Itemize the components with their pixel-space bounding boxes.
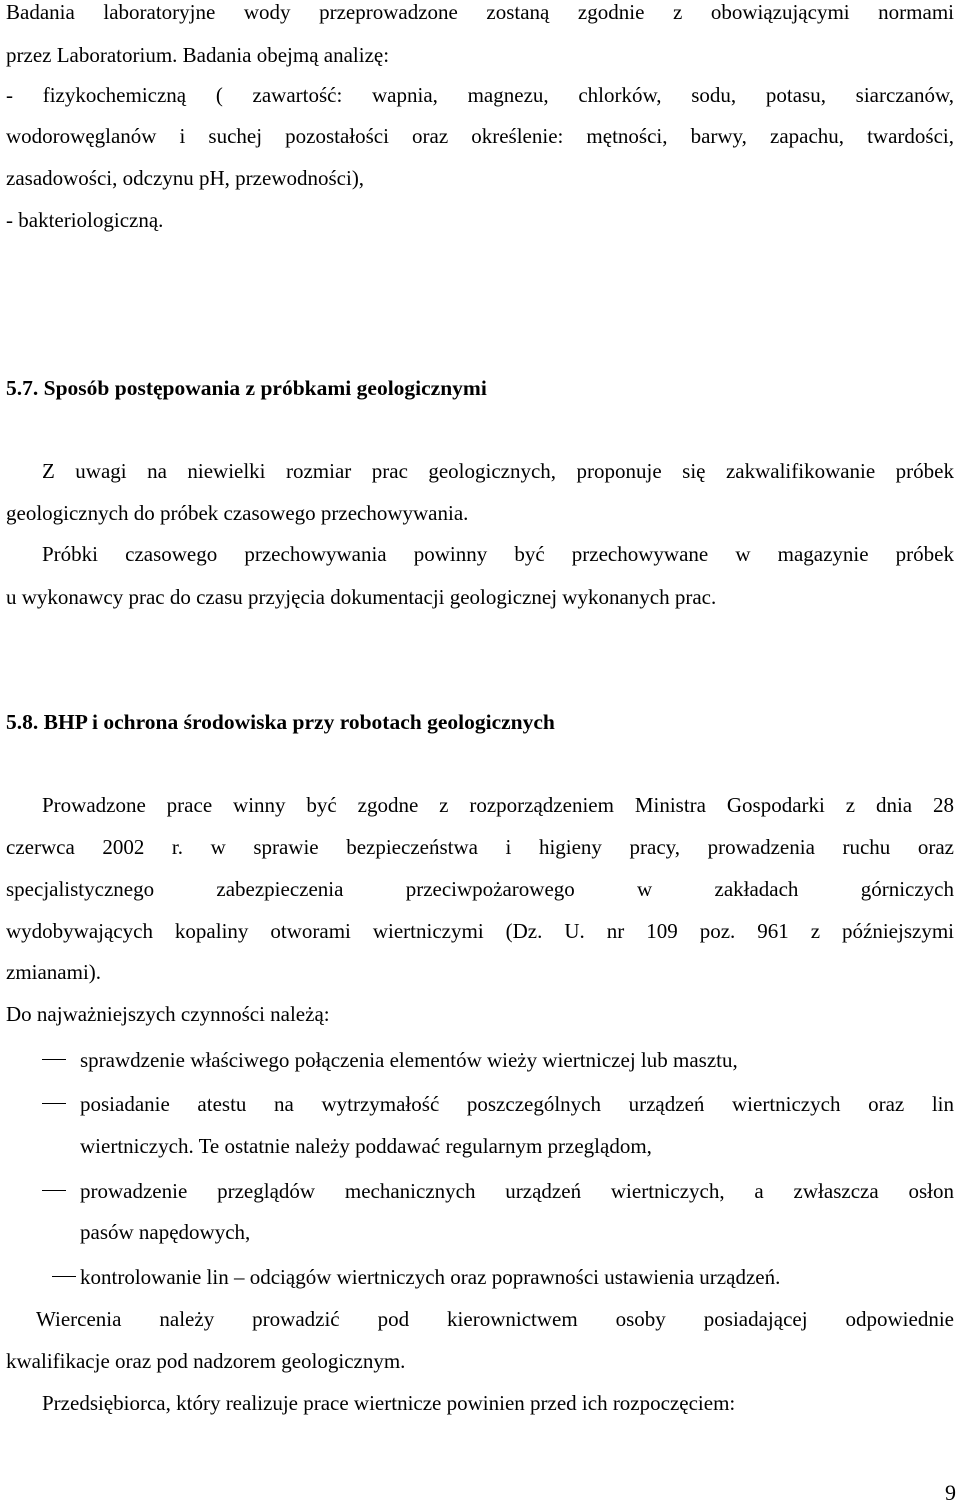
section-5-7-line-3: Próbki czasowego przechowywania powinny być przechowywane w magazynie próbek <box>42 542 954 566</box>
section-5-8-line-3: specjalistycznego zabezpieczenia przeciwpożarowego w zakładach górniczych <box>6 877 954 901</box>
section-5-8-line-2: czerwca 2002 r. w sprawie bezpieczeństwa i higieny pracy, prowadzenia ruchu oraz <box>6 835 954 859</box>
list-item-text: posiadanie atestu na wytrzymałość poszczególnych urządzeń wiertniczych oraz lin <box>80 1092 954 1116</box>
list-item-continuation: wiertniczych. Te ostatnie należy poddawać regularnym przeglądom, <box>80 1134 652 1158</box>
list-item <box>6 1089 954 1119</box>
dash-bullet-icon <box>52 1276 76 1277</box>
intro-line-5: zasadowości, odczynu pH, przewodności), <box>6 166 365 190</box>
list-item-continuation: pasów napędowych, <box>80 1220 251 1244</box>
intro-section <box>6 0 954 250</box>
section-5-7-line-2: geologicznych do próbek czasowego przechowywania. <box>6 501 469 525</box>
intro-line-3: - fizykochemiczną ( zawartość: wapnia, magnezu, chlorków, sodu, potasu, siarczanów, <box>6 83 954 107</box>
dash-bullet-icon <box>42 1103 66 1104</box>
list-item <box>6 1262 954 1292</box>
intro-line-6: - bakteriologiczną. <box>6 208 164 232</box>
section-5-8 <box>6 705 954 1425</box>
list-item-text: kontrolowanie lin – odciągów wiertniczych oraz poprawności ustawienia urządzeń. <box>80 1265 781 1289</box>
closing-line-2: kwalifikacje oraz pod nadzorem geologicznym. <box>6 1349 406 1373</box>
list-item-text: sprawdzenie właściwego połączenia elementów wieży wiertniczej lub masztu, <box>80 1048 738 1072</box>
section-5-7-heading: 5.7. Sposób postępowania z próbkami geologicznymi <box>6 376 487 400</box>
closing-line-1: Wiercenia należy prowadzić pod kierownictwem osoby posiadającej odpowiednie <box>36 1307 954 1331</box>
section-5-7 <box>6 370 954 620</box>
section-5-7-line-4: u wykonawcy prac do czasu przyjęcia dokumentacji geologicznej wykonanych prac. <box>6 585 717 609</box>
section-5-7-line-1: Z uwagi na niewielki rozmiar prac geologicznych, proponuje się zakwalifikowanie próbek <box>42 459 954 483</box>
intro-line-2: przez Laboratorium. Badania obejmą analizę: <box>6 43 390 67</box>
section-5-8-line-6: Do najważniejszych czynności należą: <box>6 1002 330 1026</box>
list-item <box>6 1176 954 1206</box>
intro-line-1: Badania laboratoryjne wody przeprowadzone zostaną zgodnie z obowiązującymi normami <box>6 0 954 24</box>
closing-line-3: Przedsiębiorca, który realizuje prace wiertnicze powinien przed ich rozpoczęciem: <box>42 1391 736 1415</box>
section-5-8-line-5: zmianami). <box>6 960 102 984</box>
list-item-text: prowadzenie przeglądów mechanicznych urządzeń wiertniczych, a zwłaszcza osłon <box>80 1179 954 1203</box>
list-item <box>6 1045 954 1075</box>
page-number: 9 <box>945 1480 956 1505</box>
intro-line-4: wodorowęglanów i suchej pozostałości oraz określenie: mętności, barwy, zapachu, twardości, <box>6 124 954 148</box>
section-5-8-line-1: Prowadzone prace winny być zgodne z rozporządzeniem Ministra Gospodarki z dnia 28 <box>42 793 954 817</box>
dash-bullet-icon <box>42 1190 66 1191</box>
dash-bullet-icon <box>42 1059 66 1060</box>
section-5-8-heading: 5.8. BHP i ochrona środowiska przy robotach geologicznych <box>6 710 555 734</box>
section-5-8-line-4: wydobywających kopaliny otworami wiertniczymi (Dz. U. nr 109 poz. 961 z późniejszymi <box>6 919 954 943</box>
